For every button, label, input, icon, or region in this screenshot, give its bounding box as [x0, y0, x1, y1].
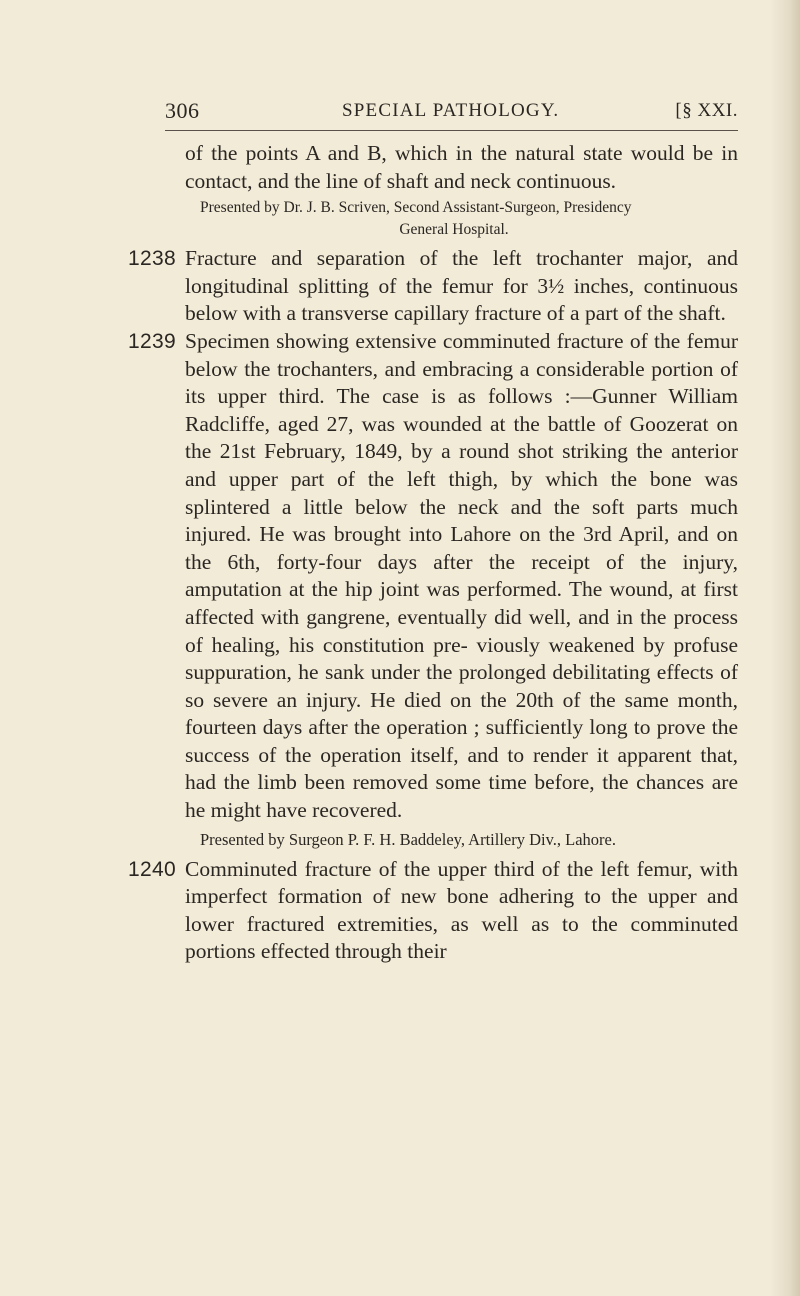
- entry-text: Comminuted fracture of the upper third of the left femur, with imperfect formation of new bone adhering to the upper and lower fractured extremities, as well as to the comminuted portions effected through their: [185, 856, 738, 964]
- page-number: 306: [165, 98, 200, 123]
- presenter-credit: [128, 197, 738, 241]
- catalogue-entry: [128, 245, 738, 328]
- running-title: SPECIAL PATHOLOGY.: [342, 100, 560, 121]
- section-marker: [§ XXI.: [675, 100, 738, 121]
- entry-number: 1238: [128, 247, 176, 271]
- body-text: [128, 140, 738, 966]
- entry-text: Fracture and separation of the left trochanter major, and longitudinal splitting of the femur for 3½ inches, continuous below with a transverse capillary fracture of a part of the shaft.: [185, 246, 738, 326]
- catalogue-entry: [128, 856, 738, 966]
- running-head: [165, 98, 738, 132]
- catalogue-entry: [128, 328, 738, 825]
- entry-text: Specimen showing extensive comminuted fracture of the femur below the trochanters, and embracing a considerable portion of its upper third. The case is as follows :—Gunner William Radcliffe, aged 27, was wounded at the battle of Goozerat on the 21st February, 1849, by a round shot striking the anterior and upper part of the left thigh, by which the bone was splintered a little below the neck and the soft parts much injured. He was brought into Lahore on the 3rd April, and on the 6th, forty-four days after the receipt of the injury, amputation at the hip joint was performed. The wound, at first affected with gangrene, eventually did well, and in the process of healing, his constitution pre- viously weakened by profuse suppuration, he sank under the prolonged debilitating effects of so severe an injury. He died on the 20th of the same month, fourteen days after the operation ; sufficiently long to prove the success of the operation itself, and to render it apparent that, had the limb been removed some time before, the chances are he might have recovered.: [185, 328, 738, 823]
- entry-number: 1240: [128, 857, 176, 881]
- presenter-credit: Presented by Surgeon P. F. H. Baddeley, Artillery Div., Lahore.: [200, 829, 617, 849]
- entry-number: 1239: [128, 329, 176, 353]
- credit-line: Presented by Dr. J. B. Scriven, Second Assistant-Surgeon, Presidency: [200, 199, 632, 217]
- header-rule: [165, 130, 738, 131]
- continued-paragraph: of the points A and B, which in the natural state would be in contact, and the line of shaft and neck continuous.: [185, 141, 738, 193]
- credit-line-continued: General Hospital.: [399, 221, 509, 239]
